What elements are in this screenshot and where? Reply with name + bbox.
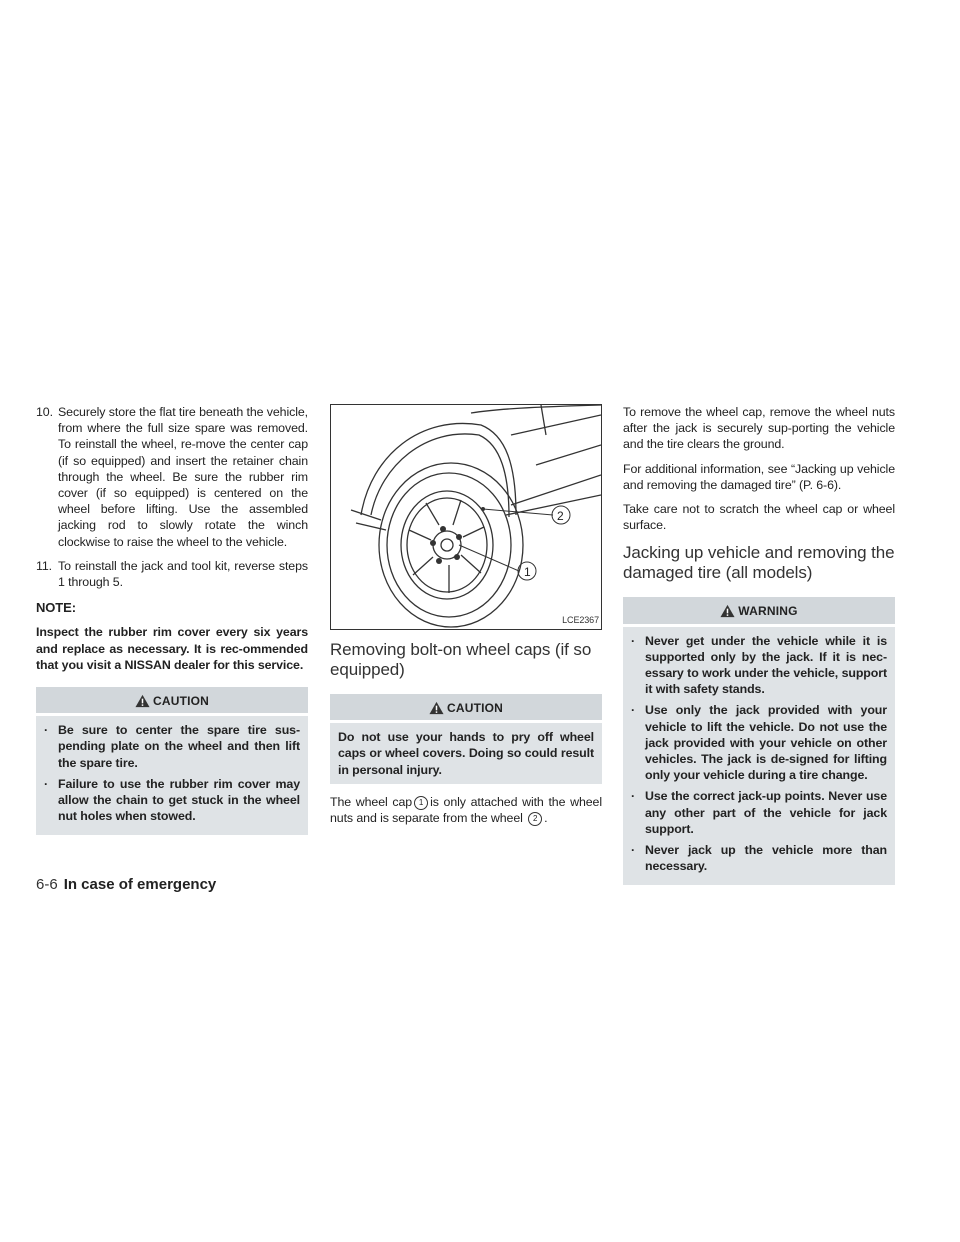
section-heading: Removing bolt-on wheel caps (if so equipped) — [330, 640, 592, 679]
caution-header — [36, 687, 308, 716]
section-heading: Jacking up vehicle and removing the damaged tire (all models) — [623, 543, 895, 583]
paragraph: Take care not to scratch the wheel cap or wheel surface. — [623, 502, 895, 533]
step-text: Securely store the flat tire beneath the vehicle, from where the full size spare was removed. To reinstall the wheel, re-move the center cap (if so equipped) and insert the retainer chain through the wheel. Be sure the rubber rim cover (if so equipped) is centered on the wheel before lifting. Use the assembled jacking rod to slowly rotate the winch clockwise to raise the wheel to the vehicle. — [58, 405, 308, 549]
warning-icon — [720, 604, 735, 618]
warning-header — [623, 597, 895, 626]
left-column — [36, 404, 308, 845]
caution-box — [36, 687, 308, 835]
page-number: 6-6 — [36, 876, 58, 893]
caution-box — [330, 694, 602, 784]
list-item: · Be sure to center the spare tire sus-pending plate on the wheel and then lift the spare tire. — [44, 723, 300, 770]
warning-icon — [135, 694, 150, 708]
step-number: 10. — [36, 405, 53, 419]
step-11 — [36, 558, 308, 590]
wheel-cap-paragraph: The wheel cap 1 is only attached with the wheel nuts and is separate from the wheel 2 . — [330, 794, 602, 826]
list-item: · Use the correct jack-up points. Never use any other part of the vehicle for jack support. — [631, 789, 887, 836]
step-text: To reinstall the jack and tool kit, reverse steps 1 through 5. — [58, 558, 308, 590]
paragraph: To remove the wheel cap, remove the wheel nuts after the jack is securely sup-porting the vehicle and the tire clears the ground. — [623, 405, 895, 452]
middle-column — [330, 404, 602, 834]
list-item: · Never get under the vehicle while it is supported only by the jack. If it is nec-essary to work under the vehicle, support it with safety stands. — [631, 633, 887, 697]
caution-title: CAUTION — [446, 701, 504, 715]
caution-title: CAUTION — [152, 694, 210, 709]
caution-body — [36, 716, 308, 824]
list-item: · Never jack up the vehicle more than necessary. — [631, 843, 887, 874]
paragraph: For additional information, see “Jacking up vehicle and removing the damaged tire” (P. 6-6). — [623, 461, 895, 492]
caution-header — [330, 694, 602, 723]
wheel-figure — [330, 404, 602, 630]
note-text: Inspect the rubber rim cover every six years and replace as necessary. It is rec-ommended that you visit a NISSAN dealer for this service. — [36, 625, 308, 672]
list-item: · Use only the jack provided with your vehicle to lift the vehicle. Do not use the jack provided with your vehicle on other vehicles. The jack is de-signed for lifting only your vehicle during a tire change. — [631, 703, 887, 783]
page-footer — [36, 876, 216, 893]
caution-text: Do not use your hands to pry off wheel caps or wheel covers. Doing so could result in personal injury. — [338, 730, 594, 777]
callout-1: 1 — [524, 565, 531, 579]
note-heading: NOTE: — [36, 600, 76, 616]
step-number: 11. — [36, 558, 53, 573]
warning-box — [623, 597, 895, 885]
figure-code: LCE2367 — [562, 614, 599, 625]
reference-2: 2 — [528, 812, 542, 826]
warning-icon — [429, 701, 444, 715]
list-item: · Failure to use the rubber rim cover may allow the chain to get stuck in the wheel nut holes when stowed. — [44, 776, 300, 824]
caution-body — [330, 723, 602, 778]
step-10 — [36, 404, 308, 550]
warning-body — [623, 627, 895, 875]
section-title: In case of emergency — [63, 876, 217, 893]
warning-title: WARNING — [738, 604, 798, 619]
right-column — [623, 404, 895, 895]
callout-2: 2 — [557, 509, 564, 523]
reference-1: 1 — [414, 796, 428, 810]
